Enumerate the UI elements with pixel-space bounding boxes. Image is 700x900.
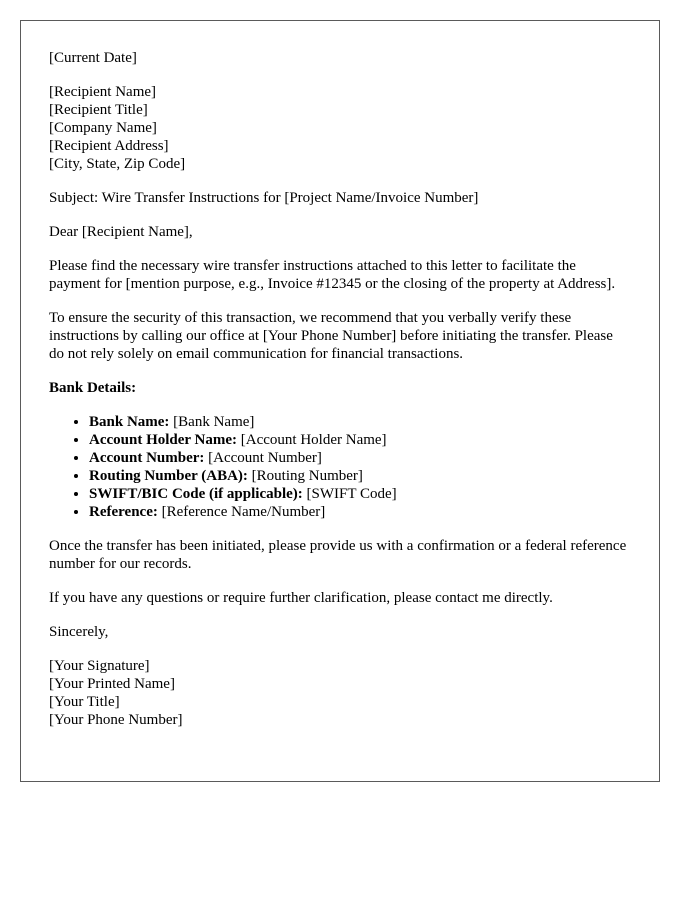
- bank-details-value: [Bank Name]: [169, 414, 255, 430]
- bank-details-value: [Account Number]: [204, 450, 322, 466]
- letter-page: [20, 20, 660, 782]
- bank-details-item: [89, 413, 631, 431]
- bank-details-item: [89, 503, 631, 521]
- bank-details-label: Reference:: [89, 504, 158, 520]
- recipient-name: [Recipient Name]: [49, 84, 157, 100]
- signature-block: [49, 657, 631, 729]
- bank-details-heading: Bank Details:: [49, 380, 137, 396]
- recipient-company: [Company Name]: [49, 120, 157, 136]
- bank-details-value: [Routing Number]: [247, 468, 363, 484]
- letter-subject: Subject: Wire Transfer Instructions for [Project Name/Invoice Number]: [49, 190, 479, 206]
- bank-details-label: Routing Number (ABA):: [89, 468, 248, 484]
- letter-valediction: Sincerely,: [49, 624, 109, 640]
- signer-title: [Your Title]: [49, 694, 120, 710]
- bank-details-item: [89, 467, 631, 485]
- signature-line: [Your Signature]: [49, 658, 150, 674]
- bank-details-label: SWIFT/BIC Code (if applicable):: [89, 486, 303, 502]
- bank-details-value: [Account Holder Name]: [237, 432, 387, 448]
- bank-details-label: Bank Name:: [89, 414, 170, 430]
- security-paragraph: To ensure the security of this transaction, we recommend that you verbally verify these instructions by calling our office at [Your Phone Number] before initiating the transfer. Please do not rely solely on email communication for financial transactions.: [49, 310, 613, 362]
- intro-paragraph: Please find the necessary wire transfer instructions attached to this letter to facilitate the payment for [mention purpose, e.g., Invoice #12345 or the closing of the property at Address].: [49, 258, 616, 292]
- bank-details-label: Account Holder Name:: [89, 432, 238, 448]
- recipient-title: [Recipient Title]: [49, 102, 148, 118]
- signer-phone: [Your Phone Number]: [49, 712, 183, 728]
- bank-details-item: [89, 431, 631, 449]
- bank-details-value: [Reference Name/Number]: [157, 504, 326, 520]
- recipient-city-state-zip: [City, State, Zip Code]: [49, 156, 186, 172]
- confirmation-paragraph: Once the transfer has been initiated, please provide us with a confirmation or a federal reference number for our records.: [49, 538, 627, 572]
- questions-paragraph: If you have any questions or require further clarification, please contact me directly.: [49, 590, 553, 606]
- letter-salutation: Dear [Recipient Name],: [49, 224, 193, 240]
- recipient-address: [Recipient Address]: [49, 138, 169, 154]
- bank-details-item: [89, 485, 631, 503]
- bank-details-label: Account Number:: [89, 450, 205, 466]
- letter-date: [Current Date]: [49, 50, 137, 66]
- bank-details-item: [89, 449, 631, 467]
- recipient-address-block: [49, 83, 631, 173]
- bank-details-value: [SWIFT Code]: [302, 486, 397, 502]
- printed-name: [Your Printed Name]: [49, 676, 175, 692]
- bank-details-list: [49, 413, 631, 521]
